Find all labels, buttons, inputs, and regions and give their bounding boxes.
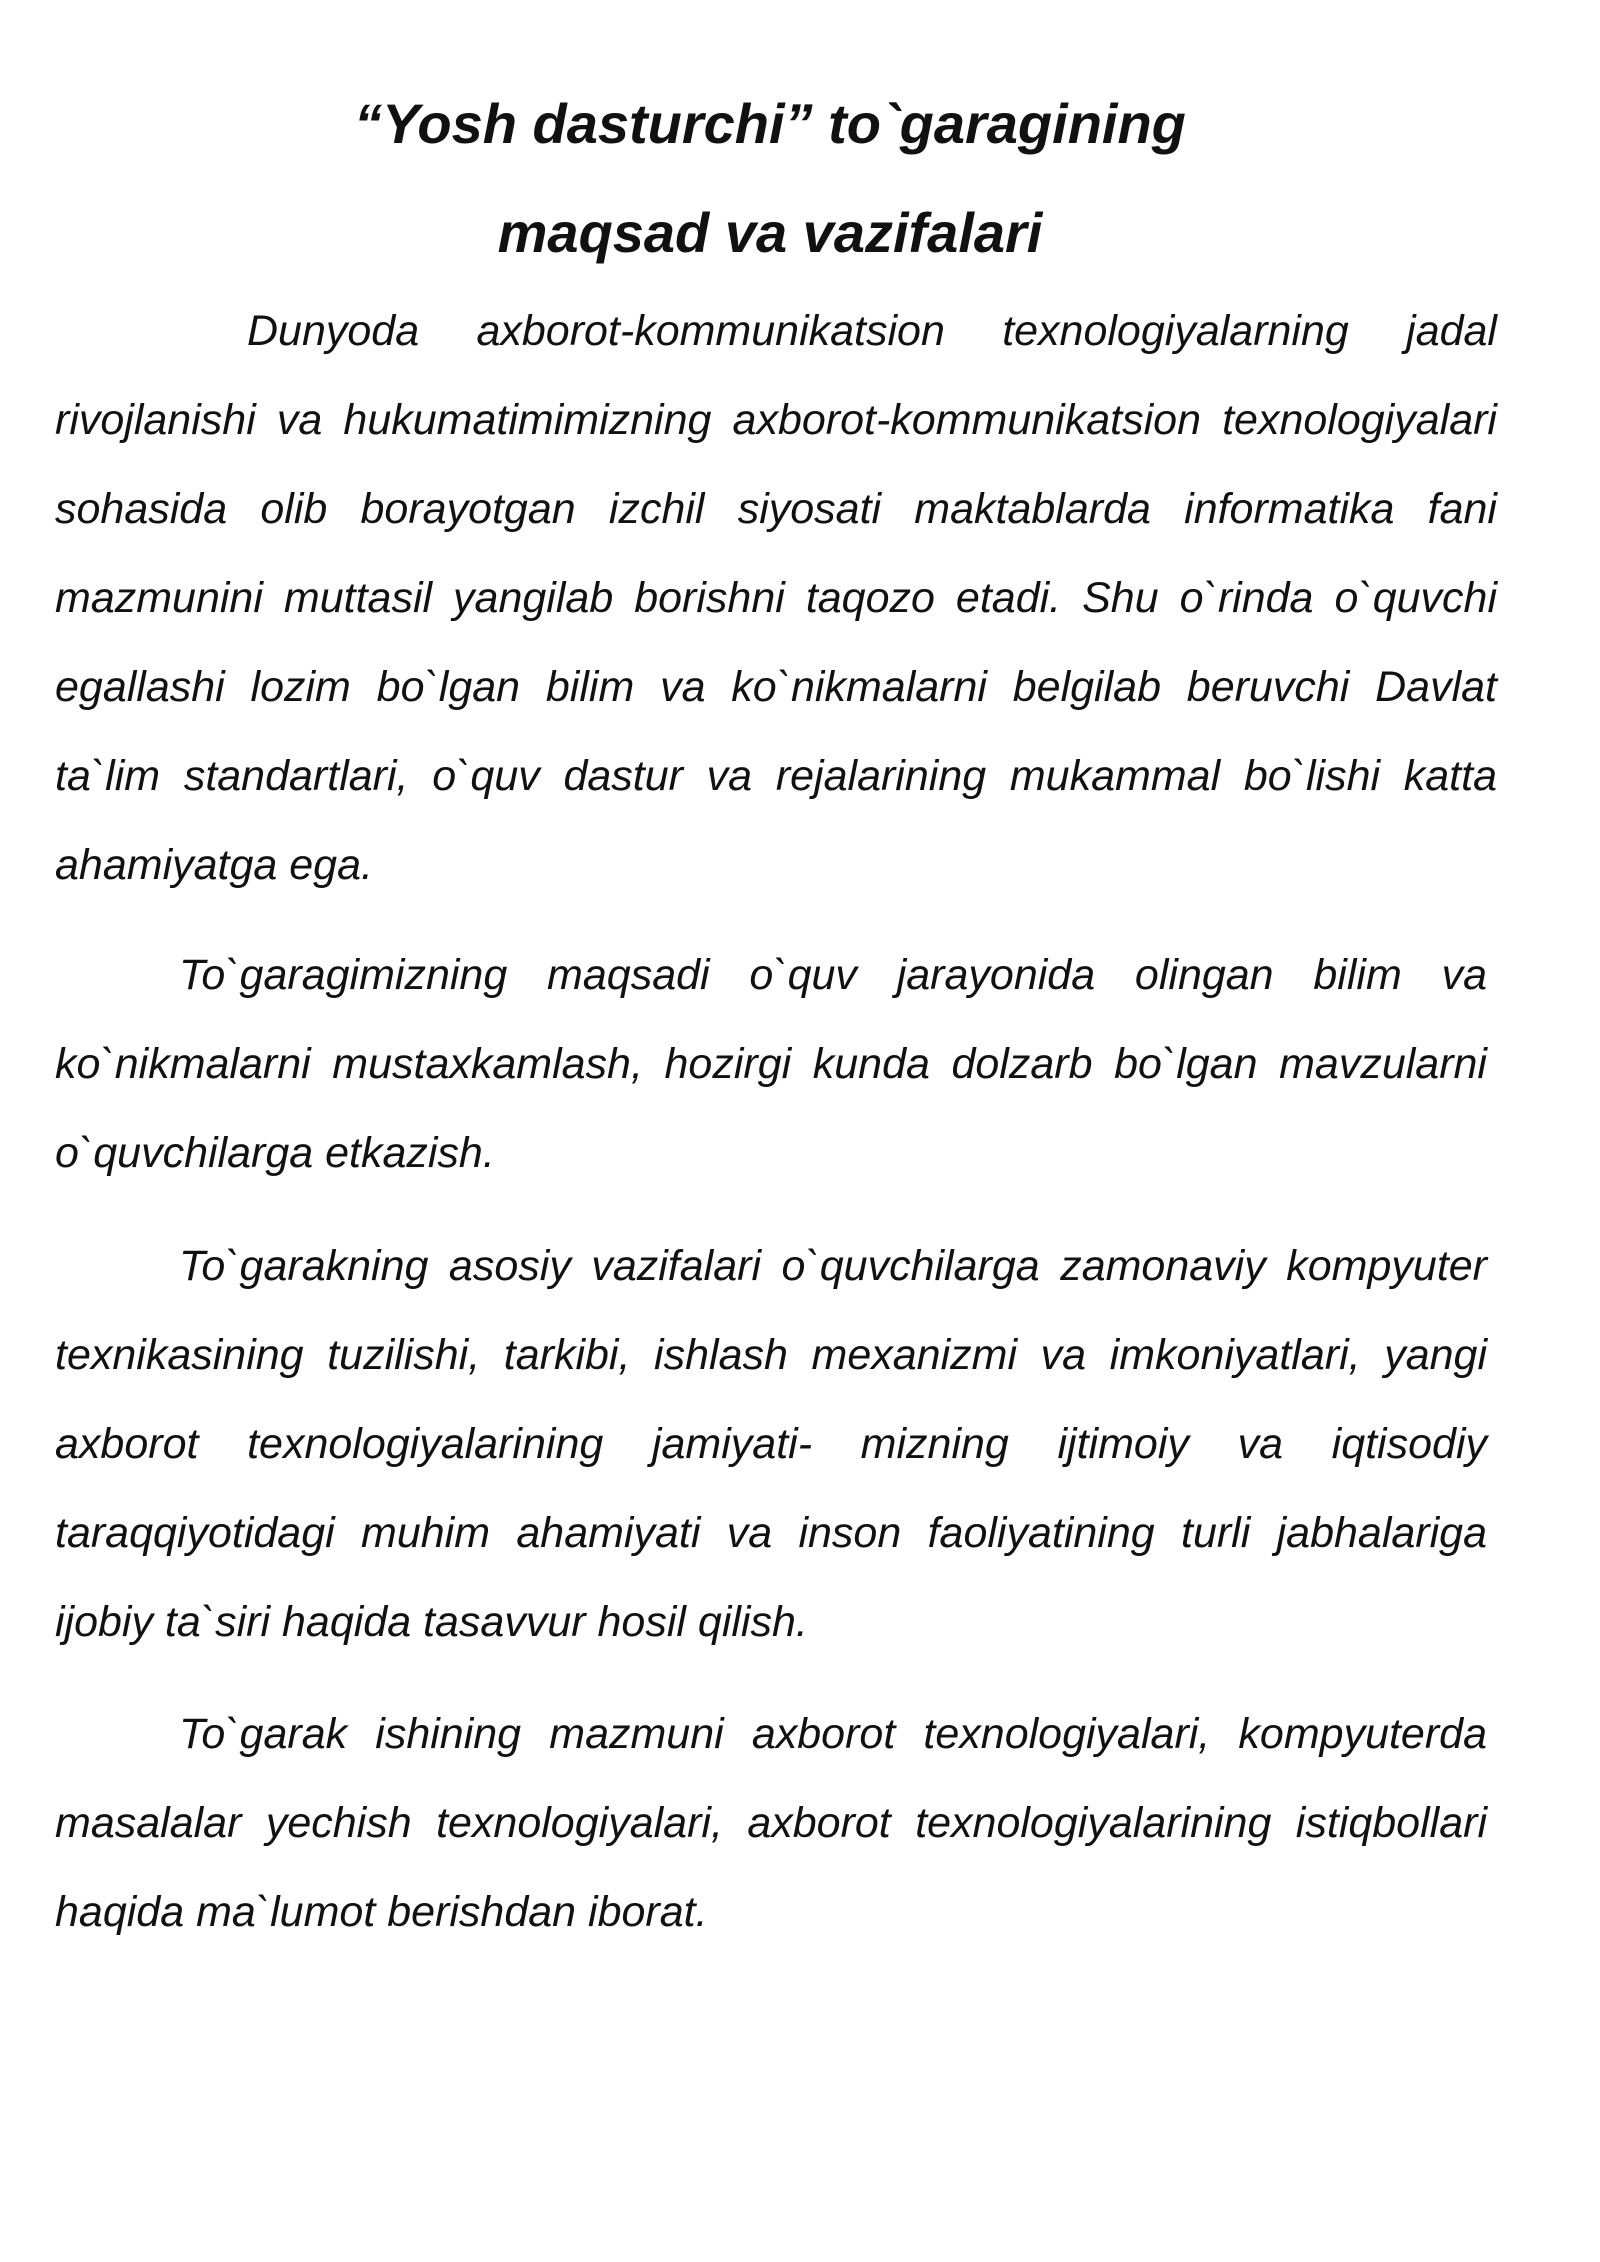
paragraph-tasks: To`garakning asosiy vazifalari o`quvchilarga zamonaviy kompyuter texnikasining tuzilishi, tarkibi, ishlash mexanizmi va imkoniyatlari, yangi axborot texnologiyalarining jamiyati- mizning ijtimoiy va iqtisodiy taraqqiyotidagi muhim ahamiyati va inson faoliyatining turli jabhalariga ijobiy ta`siri haqida tasavvur hosil qilish. (55, 1242, 1487, 1646)
paragraph-goal: To`garagimizning maqsadi o`quv jarayonida olingan bilim va ko`nikmalarni mustaxkamlash, hozirgi kunda dolzarb bo`lgan mavzularni o`quvchilarga etkazish. (55, 951, 1487, 1177)
document-title-line-2: maqsad va vazifalari (497, 201, 1043, 264)
document-title-line-1: “Yosh dasturchi” to`garagining (354, 92, 1186, 155)
paragraph-intro: Dunyoda axborot-kommunikatsion texnologiyalarning jadal rivojlanishi va hukumatimimizning axborot-kommunikatsion texnologiyalari sohasida olib borayotgan izchil siyosati maktablarda informatika fani mazmunini muttasil yangilab borishni taqozo etadi. Shu o`rinda o`quvchi egallashi lozim bo`lgan bilim va ko`nikmalarni belgilab beruvchi Davlat ta`lim standartlari, o`quv dastur va rejalarining mukammal bo`lishi katta ahamiyatga ega. (55, 307, 1497, 889)
paragraph-content: To`garak ishining mazmuni axborot texnologiyalari, kompyuterda masalalar yechish texnologiyalari, axborot texnologiyalarining istiqbollari haqida ma`lumot berishdan iborat. (55, 1710, 1487, 1936)
